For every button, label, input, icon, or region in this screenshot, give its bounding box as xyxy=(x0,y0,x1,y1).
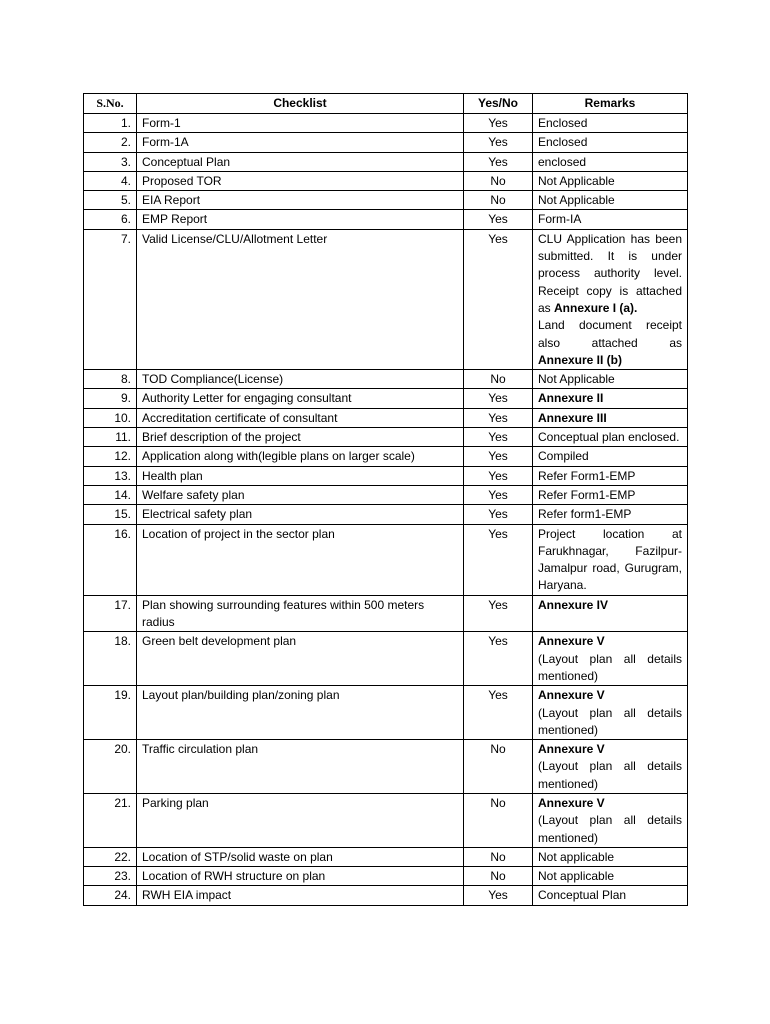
checklist-item: TOD Compliance(License) xyxy=(137,370,464,389)
checklist-item: Health plan xyxy=(137,466,464,485)
yes-no-value: No xyxy=(464,171,533,190)
table-row xyxy=(84,505,688,524)
remarks-text: Not Applicable xyxy=(538,193,615,208)
row-number: 15. xyxy=(84,505,137,524)
yes-no-value: Yes xyxy=(464,428,533,447)
checklist-item: Location of STP/solid waste on plan xyxy=(137,847,464,866)
table-row xyxy=(84,686,688,740)
remarks-cell xyxy=(533,886,688,905)
table-row xyxy=(84,867,688,886)
remarks-text: Not applicable xyxy=(538,869,615,884)
remarks-text: Not Applicable xyxy=(538,173,615,188)
remarks-cell xyxy=(533,370,688,389)
table-row xyxy=(84,485,688,504)
checklist-item: Brief description of the project xyxy=(137,428,464,447)
yes-no-value: Yes xyxy=(464,686,533,740)
yes-no-value: Yes xyxy=(464,114,533,133)
remarks-text: Project location at Farukhnagar, Fazilpur-Jamalpur road, Gurugram, Haryana. xyxy=(538,526,682,593)
checklist-item: Proposed TOR xyxy=(137,171,464,190)
table-row xyxy=(84,740,688,794)
yes-no-value: Yes xyxy=(464,485,533,504)
remarks-cell xyxy=(533,686,688,740)
table-row xyxy=(84,408,688,427)
remarks-cell xyxy=(533,485,688,504)
yes-no-value: No xyxy=(464,191,533,210)
checklist-item: Parking plan xyxy=(137,793,464,847)
row-number: 5. xyxy=(84,191,137,210)
remarks-cell xyxy=(533,524,688,595)
row-number: 24. xyxy=(84,886,137,905)
yes-no-value: Yes xyxy=(464,210,533,229)
remarks-annexure: Annexure V xyxy=(538,634,605,649)
remarks-cell xyxy=(533,210,688,229)
header-yesno: Yes/No xyxy=(464,94,533,114)
yes-no-value: Yes xyxy=(464,133,533,152)
row-number: 22. xyxy=(84,847,137,866)
table-row xyxy=(84,191,688,210)
table-row xyxy=(84,114,688,133)
remarks-annexure: Annexure I (a). xyxy=(554,300,638,315)
table-row xyxy=(84,370,688,389)
table-row xyxy=(84,847,688,866)
remarks-text: Enclosed xyxy=(538,135,588,150)
remarks-cell xyxy=(533,408,688,427)
yes-no-value: Yes xyxy=(464,152,533,171)
remarks-text: Refer Form1-EMP xyxy=(538,487,636,502)
remarks-cell xyxy=(533,466,688,485)
remarks-text: Form-IA xyxy=(538,212,582,227)
table-row xyxy=(84,886,688,905)
remarks-cell xyxy=(533,152,688,171)
row-number: 10. xyxy=(84,408,137,427)
row-number: 11. xyxy=(84,428,137,447)
checklist-item: EIA Report xyxy=(137,191,464,210)
row-number: 12. xyxy=(84,447,137,466)
remarks-text: Not applicable xyxy=(538,849,615,864)
remarks-text: Land document receipt also attached as xyxy=(538,318,682,350)
remarks-text: (Layout plan all details mentioned) xyxy=(538,813,682,845)
checklist-item: Green belt development plan xyxy=(137,632,464,686)
row-number: 21. xyxy=(84,793,137,847)
row-number: 13. xyxy=(84,466,137,485)
row-number: 2. xyxy=(84,133,137,152)
remarks-cell xyxy=(533,114,688,133)
remarks-cell xyxy=(533,191,688,210)
row-number: 17. xyxy=(84,595,137,632)
table-row xyxy=(84,133,688,152)
yes-no-value: Yes xyxy=(464,886,533,905)
table-row xyxy=(84,210,688,229)
yes-no-value: Yes xyxy=(464,632,533,686)
remarks-text: (Layout plan all details mentioned) xyxy=(538,651,682,683)
yes-no-value: No xyxy=(464,847,533,866)
yes-no-value: No xyxy=(464,867,533,886)
remarks-annexure: Annexure II xyxy=(538,391,604,406)
table-row xyxy=(84,447,688,466)
remarks-text: enclosed xyxy=(538,154,587,169)
header-checklist: Checklist xyxy=(137,94,464,114)
remarks-cell xyxy=(533,847,688,866)
remarks-cell xyxy=(533,447,688,466)
remarks-text: (Layout plan all details mentioned) xyxy=(538,705,682,737)
checklist-item: Conceptual Plan xyxy=(137,152,464,171)
yes-no-value: No xyxy=(464,740,533,794)
table-row xyxy=(84,793,688,847)
table-row xyxy=(84,595,688,632)
checklist-table xyxy=(83,93,688,906)
remarks-text: Refer Form1-EMP xyxy=(538,468,636,483)
checklist-item: Form-1 xyxy=(137,114,464,133)
remarks-cell xyxy=(533,229,688,369)
remarks-cell xyxy=(533,867,688,886)
yes-no-value: No xyxy=(464,370,533,389)
table-body xyxy=(84,114,688,906)
yes-no-value: Yes xyxy=(464,408,533,427)
remarks-cell xyxy=(533,740,688,794)
remarks-cell xyxy=(533,793,688,847)
checklist-item: Form-1A xyxy=(137,133,464,152)
yes-no-value: Yes xyxy=(464,505,533,524)
remarks-text: CLU Application has been submitted. It is under process authority level. Receipt copy is attached as xyxy=(538,231,682,315)
row-number: 23. xyxy=(84,867,137,886)
remarks-cell xyxy=(533,428,688,447)
header-sno: S.No. xyxy=(84,94,137,114)
yes-no-value: Yes xyxy=(464,466,533,485)
header-remarks: Remarks xyxy=(533,94,688,114)
row-number: 16. xyxy=(84,524,137,595)
table-row xyxy=(84,229,688,369)
remarks-cell xyxy=(533,171,688,190)
remarks-annexure: Annexure IV xyxy=(538,597,609,612)
remarks-cell xyxy=(533,595,688,632)
remarks-text: Compiled xyxy=(538,449,589,464)
row-number: 7. xyxy=(84,229,137,369)
table-header xyxy=(84,94,688,114)
table-row xyxy=(84,171,688,190)
checklist-item: Plan showing surrounding features within 500 meters radius xyxy=(137,595,464,632)
checklist-item: Layout plan/building plan/zoning plan xyxy=(137,686,464,740)
checklist-item: RWH EIA impact xyxy=(137,886,464,905)
remarks-cell xyxy=(533,133,688,152)
remarks-text: (Layout plan all details mentioned) xyxy=(538,759,682,791)
remarks-text: Not Applicable xyxy=(538,372,615,387)
remarks-annexure: Annexure V xyxy=(538,795,605,810)
row-number: 18. xyxy=(84,632,137,686)
remarks-text: Refer form1-EMP xyxy=(538,507,632,522)
checklist-item: Accreditation certificate of consultant xyxy=(137,408,464,427)
checklist-item: Valid License/CLU/Allotment Letter xyxy=(137,229,464,369)
checklist-item: Location of RWH structure on plan xyxy=(137,867,464,886)
row-number: 8. xyxy=(84,370,137,389)
row-number: 1. xyxy=(84,114,137,133)
table-row xyxy=(84,524,688,595)
checklist-item: Authority Letter for engaging consultant xyxy=(137,389,464,408)
table-row xyxy=(84,632,688,686)
remarks-cell xyxy=(533,505,688,524)
checklist-item: Application along with(legible plans on larger scale) xyxy=(137,447,464,466)
row-number: 20. xyxy=(84,740,137,794)
yes-no-value: Yes xyxy=(464,389,533,408)
header-row xyxy=(84,94,688,114)
yes-no-value: Yes xyxy=(464,524,533,595)
remarks-text: Enclosed xyxy=(538,116,588,130)
table-row xyxy=(84,428,688,447)
yes-no-value: Yes xyxy=(464,229,533,369)
row-number: 14. xyxy=(84,485,137,504)
remarks-annexure: Annexure V xyxy=(538,688,605,703)
remarks-text: Conceptual Plan xyxy=(538,888,627,903)
checklist-item: EMP Report xyxy=(137,210,464,229)
table-row xyxy=(84,466,688,485)
yes-no-value: Yes xyxy=(464,447,533,466)
remarks-annexure: Annexure II (b) xyxy=(538,352,623,367)
checklist-item: Electrical safety plan xyxy=(137,505,464,524)
remarks-cell xyxy=(533,632,688,686)
checklist-item: Welfare safety plan xyxy=(137,485,464,504)
row-number: 4. xyxy=(84,171,137,190)
remarks-cell xyxy=(533,389,688,408)
table-row xyxy=(84,152,688,171)
remarks-annexure: Annexure III xyxy=(538,410,607,425)
remarks-annexure: Annexure V xyxy=(538,742,605,757)
checklist-item: Traffic circulation plan xyxy=(137,740,464,794)
row-number: 9. xyxy=(84,389,137,408)
yes-no-value: Yes xyxy=(464,595,533,632)
row-number: 6. xyxy=(84,210,137,229)
row-number: 3. xyxy=(84,152,137,171)
table-row xyxy=(84,389,688,408)
remarks-text: Conceptual plan enclosed. xyxy=(538,430,680,445)
row-number: 19. xyxy=(84,686,137,740)
yes-no-value: No xyxy=(464,793,533,847)
checklist-item: Location of project in the sector plan xyxy=(137,524,464,595)
